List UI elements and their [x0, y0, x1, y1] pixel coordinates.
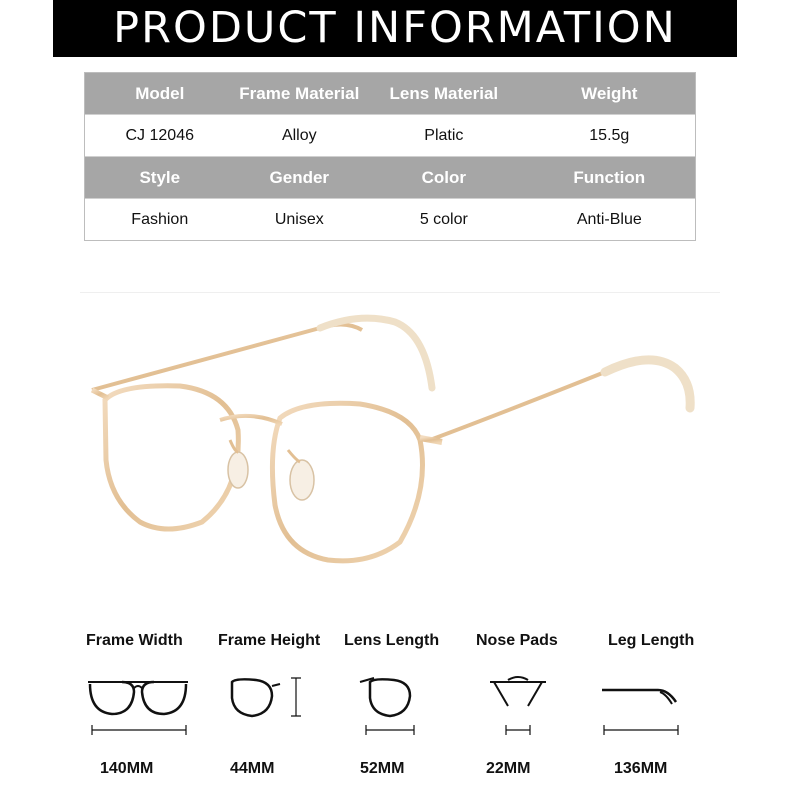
glasses-product-photo — [70, 300, 730, 580]
header-style: Style — [139, 167, 181, 187]
value-frame-material: Alloy — [281, 126, 317, 144]
spec-value-row — [85, 198, 695, 240]
value-model: CJ 12046 — [125, 126, 194, 144]
header-color: Color — [421, 167, 467, 187]
header-lens-material: Lens Material — [389, 83, 499, 103]
spec-value-row — [85, 114, 695, 157]
dim-label-frame-width: Frame Width — [86, 632, 183, 649]
dim-value-frame-width: 140MM — [100, 760, 154, 777]
value-color: 5 color — [419, 210, 468, 228]
value-gender: Unisex — [274, 210, 324, 228]
dim-label-nose-pads: Nose Pads — [476, 632, 558, 649]
frame-height-icon — [226, 668, 306, 740]
header-weight: Weight — [581, 83, 638, 103]
frame-width-icon — [82, 668, 194, 740]
spec-header-row — [85, 157, 695, 198]
nose-pads-icon — [488, 668, 548, 740]
dim-value-lens-length: 52MM — [360, 760, 405, 777]
lens-length-icon — [356, 668, 436, 740]
value-style: Fashion — [131, 210, 189, 228]
leg-length-icon — [598, 668, 688, 740]
value-weight: 15.5g — [589, 126, 630, 144]
page-title-banner: PRODUCT INFORMATION — [53, 0, 737, 57]
dim-value-frame-height: 44MM — [230, 760, 275, 777]
section-divider — [80, 292, 720, 293]
header-model: Model — [135, 83, 185, 103]
header-gender: Gender — [269, 167, 330, 187]
dim-value-nose-pads: 22MM — [486, 760, 531, 777]
dim-label-lens-length: Lens Length — [344, 632, 440, 649]
value-lens-material: Platic — [424, 126, 464, 144]
spec-header-row — [85, 73, 695, 114]
dim-label-frame-height: Frame Height — [218, 632, 321, 649]
header-frame-material: Frame Material — [239, 83, 360, 103]
value-function: Anti-Blue — [576, 210, 642, 228]
dim-value-leg-length: 136MM — [614, 760, 668, 777]
spec-table — [84, 72, 696, 241]
header-function: Function — [573, 167, 646, 187]
dim-label-leg-length: Leg Length — [608, 632, 695, 649]
